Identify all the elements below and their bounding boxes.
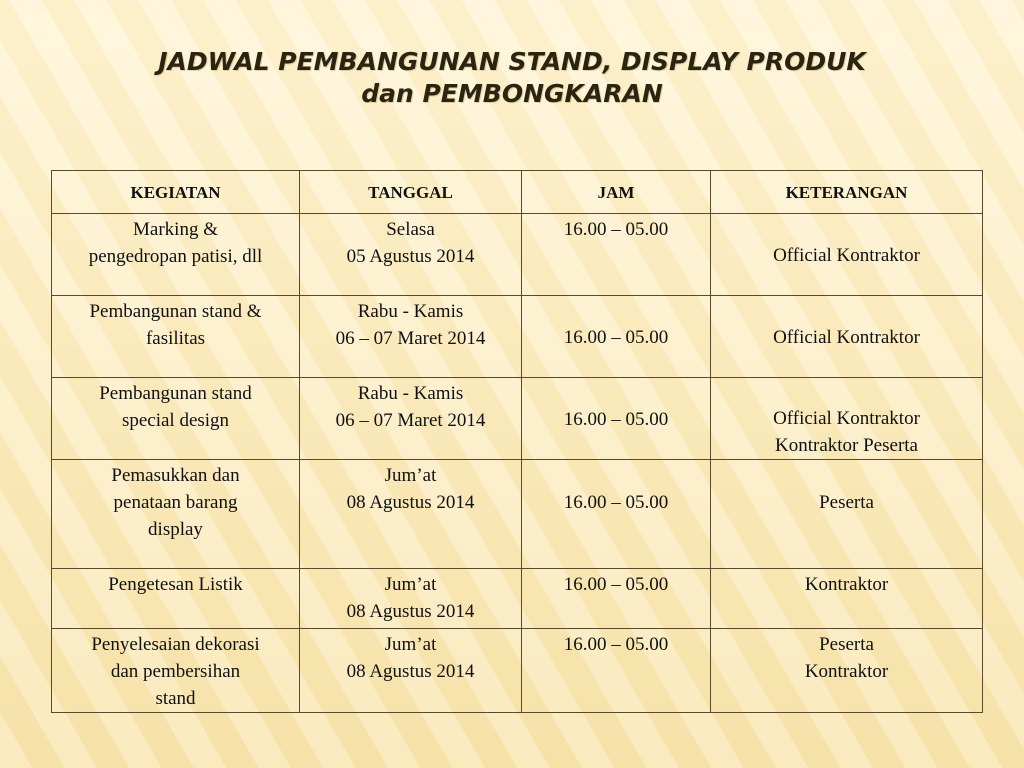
cell-text: 16.00 – 05.00: [563, 492, 669, 513]
cell-tanggal: [300, 460, 522, 569]
cell-kegiatan: [52, 569, 300, 629]
cell-tanggal: [300, 629, 522, 713]
header-kegiatan: KEGIATAN: [52, 171, 300, 214]
cell-jam: [522, 296, 711, 378]
cell-text: Jum’at: [384, 574, 437, 595]
cell-text: 06 – 07 Maret 2014: [335, 410, 486, 431]
table-row: [52, 460, 983, 569]
cell-text: stand: [155, 688, 196, 709]
cell-text: 16.00 – 05.00: [563, 634, 669, 655]
cell-text: 08 Agustus 2014: [346, 492, 475, 513]
cell-kegiatan: [52, 296, 300, 378]
cell-text: display: [148, 519, 203, 540]
cell-text: 16.00 – 05.00: [563, 574, 669, 595]
header-jam: JAM: [522, 171, 711, 214]
schedule-table: [51, 170, 983, 713]
cell-tanggal: [300, 378, 522, 460]
title-line-2: dan PEMBONGKARAN: [361, 79, 663, 108]
cell-text: 16.00 – 05.00: [563, 327, 669, 348]
cell-text: fasilitas: [145, 328, 206, 349]
cell-kegiatan: [52, 378, 300, 460]
cell-text: Rabu - Kamis: [357, 301, 464, 322]
cell-text: pengedropan patisi, dll: [88, 246, 263, 267]
cell-text: Official Kontraktor: [773, 327, 920, 348]
cell-jam: [522, 214, 711, 296]
table-row: [52, 214, 983, 296]
cell-keterangan: [711, 296, 983, 378]
cell-keterangan: [711, 214, 983, 296]
cell-tanggal: [300, 214, 522, 296]
cell-text: Pengetesan Listik: [108, 574, 243, 595]
cell-keterangan: [711, 569, 983, 629]
cell-text: penataan barang: [113, 492, 238, 513]
title-line-1: JADWAL PEMBANGUNAN STAND, DISPLAY PRODUK: [158, 47, 866, 76]
cell-text: Jum’at: [384, 634, 437, 655]
cell-text: Pembangunan stand: [99, 383, 252, 404]
cell-kegiatan: [52, 629, 300, 713]
cell-text: Jum’at: [384, 465, 437, 486]
cell-text: Peserta: [819, 492, 874, 513]
cell-tanggal: [300, 296, 522, 378]
cell-text: Kontraktor Peserta: [775, 435, 918, 456]
cell-text: Rabu - Kamis: [357, 383, 464, 404]
cell-text: Kontraktor: [804, 661, 889, 682]
cell-text: 08 Agustus 2014: [346, 601, 475, 622]
header-tanggal: TANGGAL: [300, 171, 522, 214]
cell-text: Official Kontraktor: [773, 408, 920, 429]
cell-text: 06 – 07 Maret 2014: [335, 328, 486, 349]
cell-jam: [522, 378, 711, 460]
cell-keterangan: [711, 460, 983, 569]
cell-text: Kontraktor: [804, 574, 889, 595]
cell-text: dan pembersihan: [110, 661, 241, 682]
cell-text: Selasa: [386, 219, 435, 240]
table-row: [52, 629, 983, 713]
table-row: [52, 296, 983, 378]
cell-keterangan: [711, 378, 983, 460]
cell-text: Marking &: [133, 219, 218, 240]
cell-kegiatan: [52, 214, 300, 296]
cell-text: 16.00 – 05.00: [563, 219, 669, 240]
cell-jam: [522, 569, 711, 629]
cell-kegiatan: [52, 460, 300, 569]
cell-text: Penyelesaian dekorasi: [91, 634, 260, 655]
cell-jam: [522, 460, 711, 569]
cell-tanggal: [300, 569, 522, 629]
cell-text: Pembangunan stand &: [89, 301, 262, 322]
table-row: [52, 378, 983, 460]
slide-title: [0, 46, 1024, 110]
cell-text: special design: [121, 410, 230, 431]
cell-text: 16.00 – 05.00: [563, 409, 669, 430]
cell-text: 08 Agustus 2014: [346, 661, 475, 682]
header-keterangan: KETERANGAN: [711, 171, 983, 214]
header-row: [52, 171, 983, 214]
cell-keterangan: [711, 629, 983, 713]
table-row: [52, 569, 983, 629]
cell-jam: [522, 629, 711, 713]
cell-text: Pemasukkan dan: [111, 465, 240, 486]
cell-text: 05 Agustus 2014: [346, 246, 475, 267]
cell-text: Peserta: [819, 634, 874, 655]
cell-text: Official Kontraktor: [773, 245, 920, 266]
